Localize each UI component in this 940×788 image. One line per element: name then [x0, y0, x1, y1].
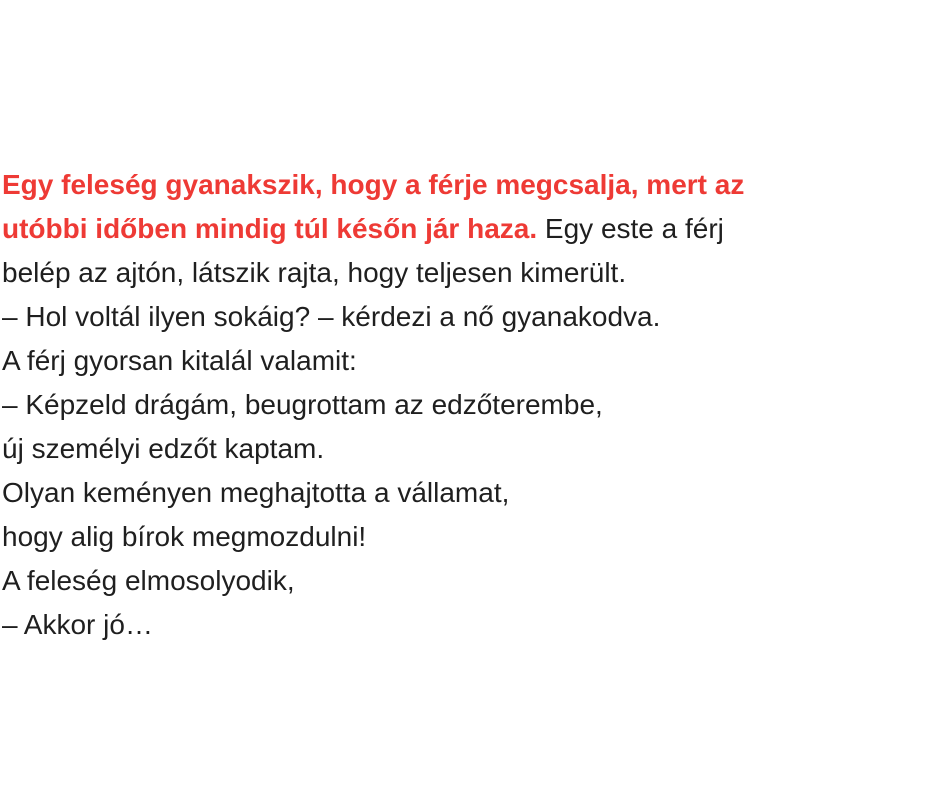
- story-line-8: Olyan keményen meghajtotta a vállamat,: [2, 477, 510, 508]
- story-line-5: A férj gyorsan kitalál valamit:: [2, 345, 357, 376]
- story-line-7: új személyi edzőt kaptam.: [2, 433, 325, 464]
- story-line-1: [2, 163, 932, 207]
- story-text-2: Egy este a férj: [537, 213, 724, 244]
- story-line-11: – Akkor jó…: [2, 609, 153, 640]
- joke-text: [2, 163, 932, 647]
- story-line-9: hogy alig bírok megmozdulni!: [2, 521, 367, 552]
- story-line-10: A feleség elmosolyodik,: [2, 565, 295, 596]
- lead-text-2: utóbbi időben mindig túl későn jár haza.: [2, 213, 538, 244]
- story-line-4: – Hol voltál ilyen sokáig? – kérdezi a nő gyanakodva.: [2, 301, 661, 332]
- story-line-6: – Képzeld drágám, beugrottam az edzőterembe,: [2, 389, 603, 420]
- lead-text-1: Egy feleség gyanakszik, hogy a férje megcsalja, mert az: [2, 169, 745, 200]
- story-line-3: belép az ajtón, látszik rajta, hogy teljesen kimerült.: [2, 257, 627, 288]
- story-line-2: [2, 207, 932, 251]
